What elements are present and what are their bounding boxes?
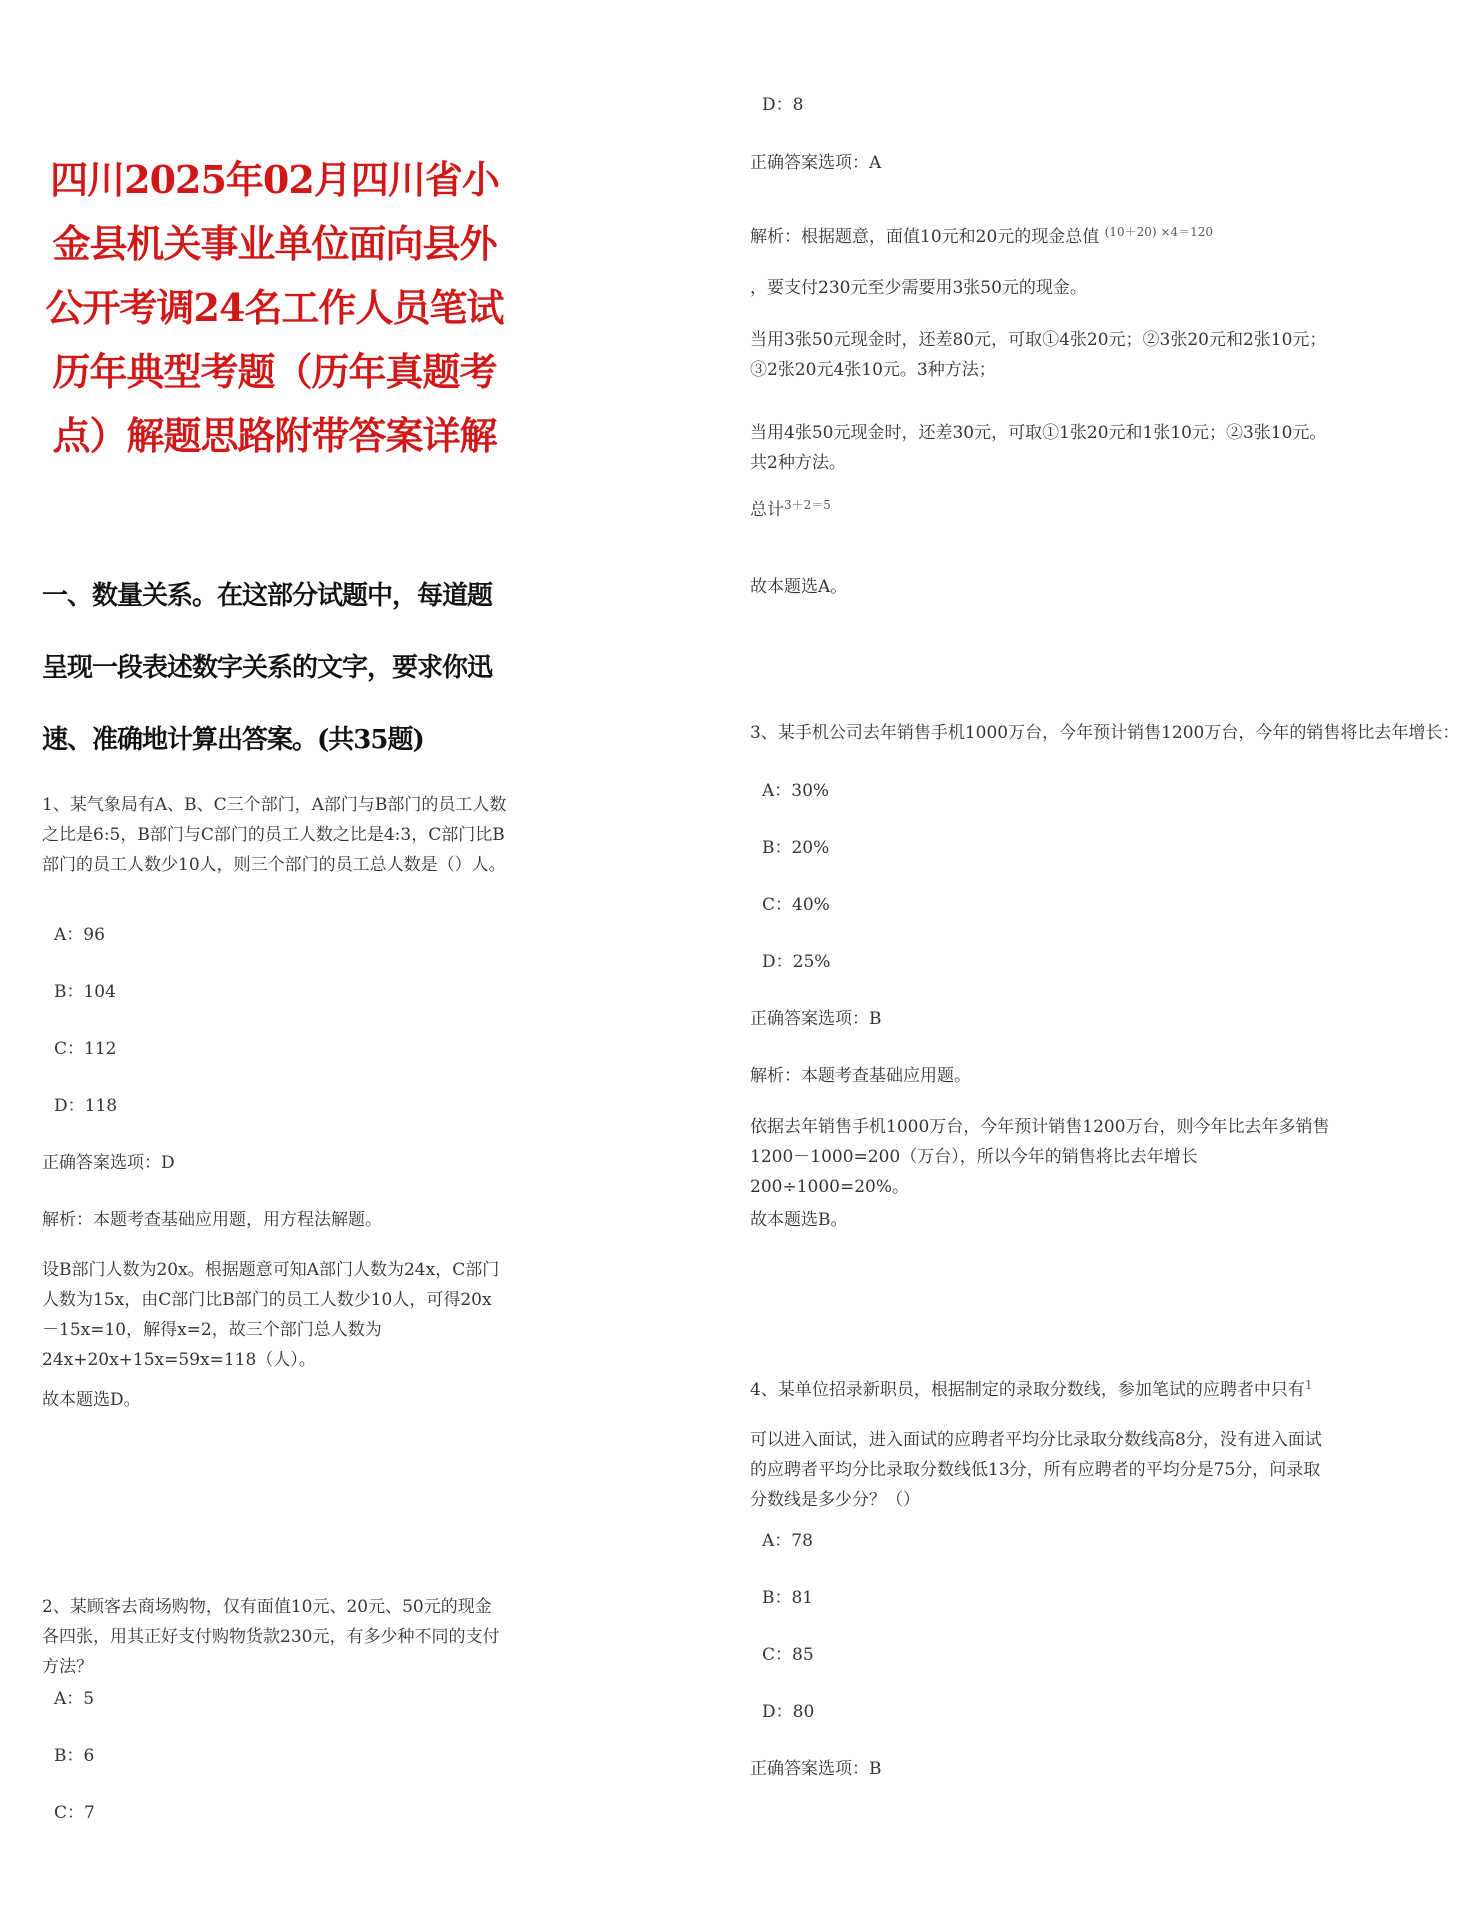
- question-3-analysis: 解析：本题考查基础应用题。: [750, 1066, 971, 1086]
- question-1-option-d: D：118: [54, 1096, 118, 1116]
- question-4-answer: 正确答案选项：B: [750, 1759, 882, 1779]
- question-3-option-c: C：40%: [762, 895, 830, 915]
- question-1-conclusion: 故本题选D。: [42, 1390, 141, 1410]
- question-3-option-b: B：20%: [762, 838, 830, 858]
- question-2-case-2: 当用4张50元现金时，还差30元，可取①1张20元和1张10元；②3张10元。共2种方法。: [750, 423, 1327, 473]
- question-1-stem: 1、某气象局有A、B、C三个部门，A部门与B部门的员工人数之比是6:5，B部门与C部门的员工人数之比是4:3，C部门比B部门的员工人数少10人，则三个部门的员工总人数是（）人。: [42, 795, 507, 875]
- question-2-total-line: [750, 495, 831, 520]
- question-3-detail: 依据去年销售手机1000万台，今年预计销售1200万台，则今年比去年多销售1200－1000=200（万台），所以今年的销售将比去年增长200÷1000=20%。: [750, 1117, 1330, 1197]
- question-2-stem: 2、某顾客去商场购物，仅有面值10元、20元、50元的现金各四张，用其正好支付购物货款230元，有多少种不同的支付方法？: [42, 1597, 500, 1677]
- question-2-formula-2: 3＋2＝5: [784, 498, 831, 512]
- question-2-analysis-2: ，要支付230元至少需要用3张50元的现金。: [750, 278, 1087, 298]
- question-1-option-c: C：112: [54, 1039, 117, 1059]
- question-2-option-b: B：6: [54, 1746, 95, 1766]
- question-3-conclusion: 故本题选B。: [750, 1210, 848, 1230]
- question-4-stem-line-2: 可以进入面试，进入面试的应聘者平均分比录取分数线高8分，没有进入面试的应聘者平均分比录取分数线低13分，所有应聘者的平均分是75分，问录取分数线是多少分？（）: [750, 1430, 1322, 1510]
- question-3-answer: 正确答案选项：B: [750, 1009, 882, 1029]
- question-4-option-a: A：78: [762, 1531, 813, 1551]
- question-2-conclusion: 故本题选A。: [750, 577, 848, 597]
- question-1-answer: 正确答案选项：D: [42, 1153, 175, 1173]
- question-4-fraction-fragment: 1: [1304, 1378, 1313, 1392]
- question-3-stem: 3、某手机公司去年销售手机1000万台，今年预计销售1200万台，今年的销售将比去年增长：: [750, 723, 1459, 743]
- question-4-option-d: D：80: [762, 1702, 815, 1722]
- question-3-option-a: A：30%: [762, 781, 830, 801]
- question-2-option-d: D：8: [762, 95, 804, 115]
- question-4-stem-line-1: [750, 1375, 1312, 1400]
- question-2-option-c: C：7: [54, 1803, 95, 1823]
- question-2-analysis-line: [750, 222, 1213, 247]
- question-2-option-a: A：5: [54, 1689, 95, 1709]
- question-2-total-prefix: 总计: [750, 500, 784, 520]
- section-heading: 一、数量关系。在这部分试题中，每道题呈现一段表述数字关系的文字，要求你迅速、准确地计算出答案。(共35题): [42, 581, 493, 755]
- question-1-analysis: 解析：本题考查基础应用题，用方程法解题。: [42, 1210, 382, 1230]
- question-3-option-d: D：25%: [762, 952, 831, 972]
- question-2-analysis: 解析：根据题意，面值10元和20元的现金总值: [750, 227, 1100, 247]
- question-4-stem-part-1: 4、某单位招录新职员，根据制定的录取分数线，参加笔试的应聘者中只有: [750, 1380, 1305, 1400]
- question-1-detail: 设B部门人数为20x。根据题意可知A部门人数为24x，C部门人数为15x，由C部门比B部门的员工人数少10人，可得20x－15x=10，解得x=2，故三个部门总人数为24x+20x+15x=59x=118（人）。: [42, 1260, 500, 1370]
- document-title: 四川2025年02月四川省小金县机关事业单位面向县外公开考调24名工作人员笔试历年典型考题（历年真题考点）解题思路附带答案详解: [45, 157, 504, 458]
- question-4-option-b: B：81: [762, 1588, 814, 1608]
- question-4-option-c: C：85: [762, 1645, 814, 1665]
- question-2-formula-1: (10＋20) ×4＝120: [1104, 225, 1213, 239]
- question-2-case-1: 当用3张50元现金时，还差80元，可取①4张20元；②3张20元和2张10元；③2张20元4张10元。3种方法；: [750, 330, 1327, 380]
- question-1-option-a: A：96: [54, 925, 105, 945]
- question-1-option-b: B：104: [54, 982, 116, 1002]
- question-2-answer: 正确答案选项：A: [750, 153, 882, 173]
